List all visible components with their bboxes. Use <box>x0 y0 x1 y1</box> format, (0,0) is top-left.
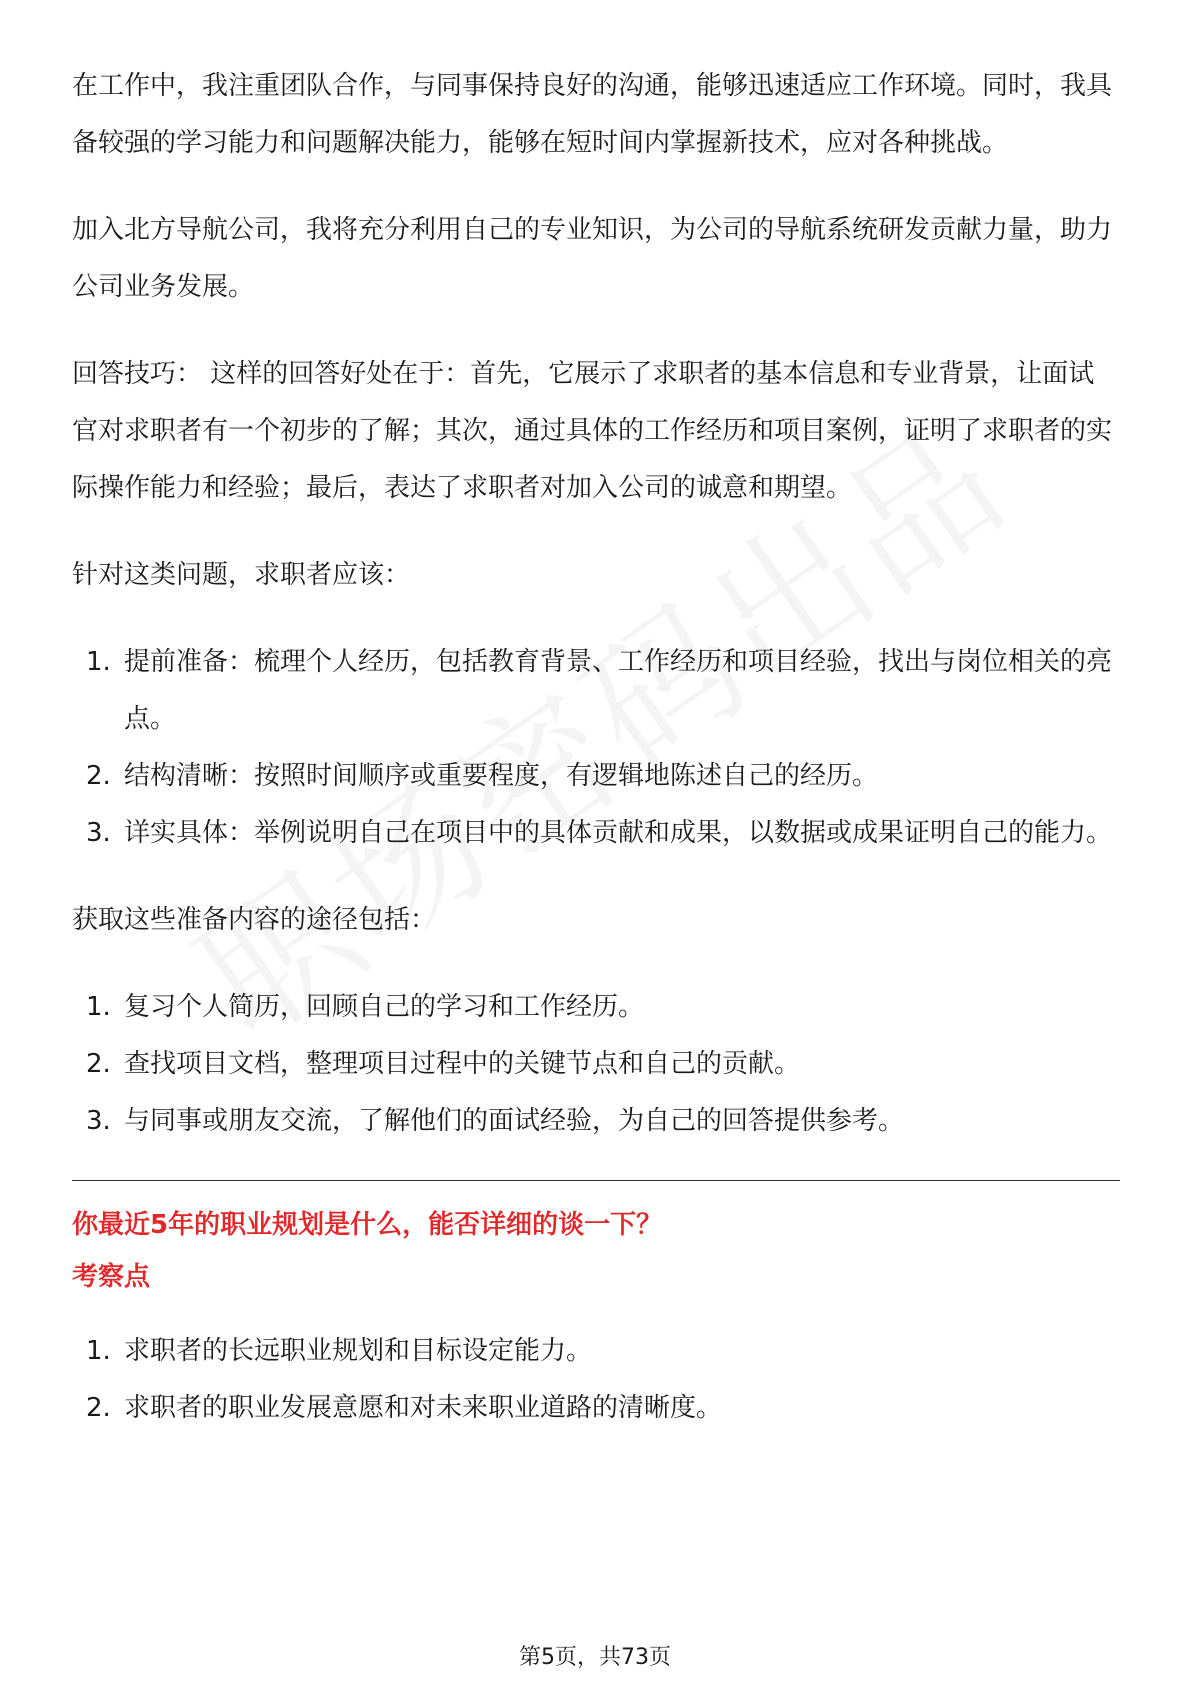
list-item-text: 查找项目文档，整理项目过程中的关键节点和自己的贡献。 <box>124 1049 801 1079</box>
list-item <box>72 634 1120 748</box>
list-item-text: 提前准备：梳理个人经历，包括教育背景、工作经历和项目经验，找出与岗位相关的亮点。 <box>124 647 1113 734</box>
list-number: 1. <box>86 1336 111 1366</box>
list-item-text: 结构清晰：按照时间顺序或重要程度，有逻辑地陈述自己的经历。 <box>124 761 879 791</box>
preparation-list <box>72 634 1120 862</box>
paragraph-answer-tips: 回答技巧： 这样的回答好处在于：首先，它展示了求职者的基本信息和专业背景，让面试官对求职者有一个初步的了解；其次，通过具体的工作经历和项目案例，证明了求职者的实际操作能力和经验；最后，表达了求职者对加入公司的诚意和期望。 <box>72 359 1113 503</box>
paragraph-join-company: 加入北方导航公司，我将充分利用自己的专业知识，为公司的导航系统研发贡献力量，助力公司业务发展。 <box>72 215 1113 302</box>
list-number: 3. <box>86 818 111 848</box>
list-item-text: 详实具体：举例说明自己在项目中的具体贡献和成果，以数据或成果证明自己的能力。 <box>124 818 1113 848</box>
list-item-text: 求职者的职业发展意愿和对未来职业道路的清晰度。 <box>124 1393 723 1423</box>
question-subheading: 考察点 <box>72 1262 151 1292</box>
list-number: 1. <box>86 992 111 1022</box>
paragraph-teamwork: 在工作中，我注重团队合作，与同事保持良好的沟通，能够迅速适应工作环境。同时，我具备较强的学习能力和问题解决能力，能够在短时间内掌握新技术，应对各种挑战。 <box>72 71 1113 158</box>
list-number: 2. <box>86 1049 111 1079</box>
list-item <box>72 1380 1120 1437</box>
list-number: 2. <box>86 761 111 791</box>
list-item <box>72 748 1120 805</box>
list-item <box>72 1093 1120 1150</box>
list-item-text: 与同事或朋友交流，了解他们的面试经验，为自己的回答提供参考。 <box>124 1106 905 1136</box>
list-item <box>72 1323 1120 1380</box>
assessment-points-list <box>72 1323 1120 1437</box>
document-page <box>72 58 1120 1467</box>
question-title: 你最近5年的职业规划是什么，能否详细的谈一下？ <box>72 1210 663 1240</box>
section-divider <box>72 1180 1120 1181</box>
list-item <box>72 805 1120 862</box>
list-item-text: 求职者的长远职业规划和目标设定能力。 <box>124 1336 593 1366</box>
page-number-footer: 第5页，共73页 <box>519 1645 671 1670</box>
list-item-text: 复习个人简历，回顾自己的学习和工作经历。 <box>124 992 645 1022</box>
list-number: 1. <box>86 647 111 677</box>
list-item <box>72 1036 1120 1093</box>
list-item <box>72 979 1120 1036</box>
paragraph-should-do: 针对这类问题，求职者应该： <box>72 560 411 590</box>
list-number: 2. <box>86 1393 111 1423</box>
list-number: 3. <box>86 1106 111 1136</box>
sources-list <box>72 979 1120 1150</box>
paragraph-sources: 获取这些准备内容的途径包括： <box>72 905 437 935</box>
